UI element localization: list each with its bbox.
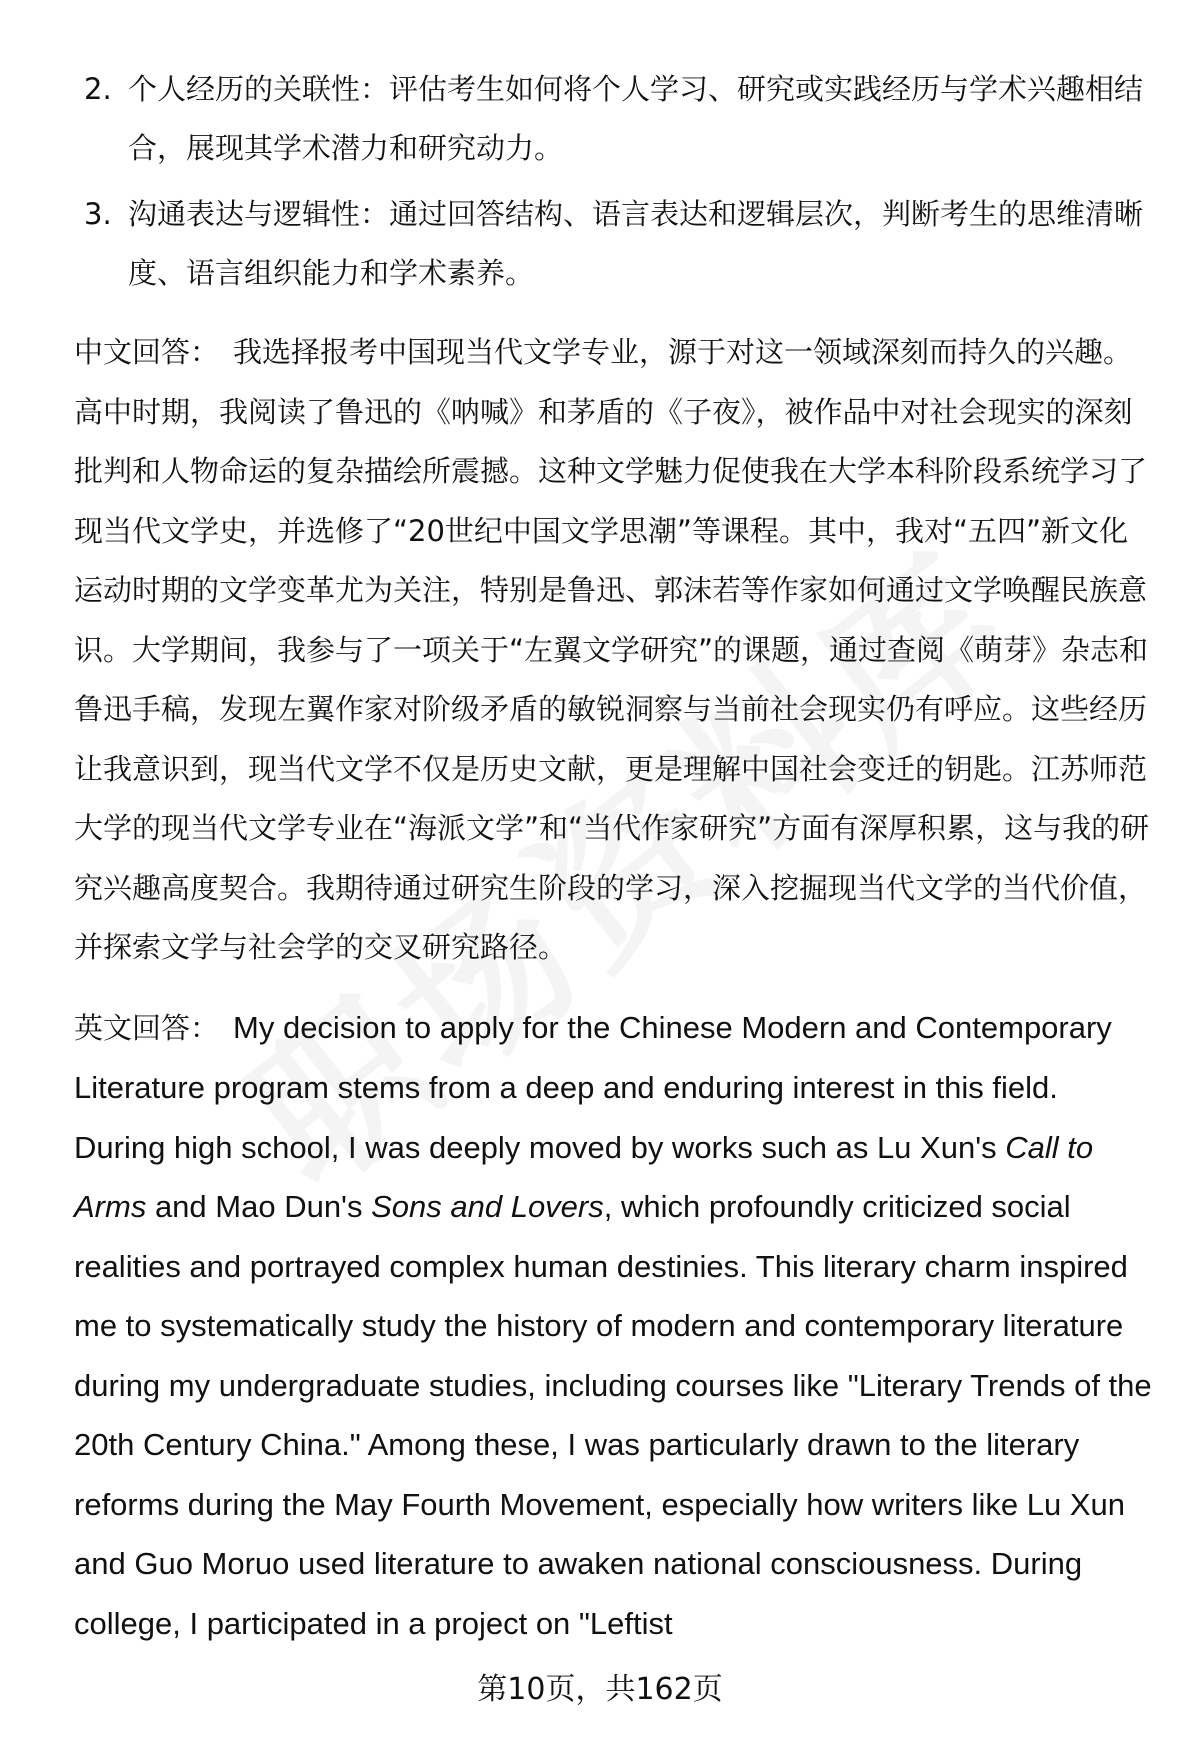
- page-content: [74, 60, 1154, 1673]
- list-item-number: 2.: [84, 72, 112, 106]
- book-title-sons-and-lovers: Sons and Lovers: [371, 1189, 604, 1224]
- book-title-call-to-arms: Call to Arms: [74, 1129, 1094, 1224]
- list-item: [74, 185, 1154, 303]
- chinese-answer-text: 我选择报考中国现当代文学专业，源于对这一领域深刻而持久的兴趣。高中时期，我阅读了鲁迅的《呐喊》和茅盾的《子夜》，被作品中对社会现实的深刻批判和人物命运的复杂描绘所震撼。这种文学魅力促使我在大学本科阶段系统学习了现当代文学史，并选修了“20世纪中国文学思潮”等课程。其中，我对“五四”新文化运动时期的文学变革尤为关注，特别是鲁迅、郭沫若等作家如何通过文学唤醒民族意识。大学期间，我参与了一项关于“左翼文学研究”的课题，通过查阅《萌芽》杂志和鲁迅手稿，发现左翼作家对阶级矛盾的敏锐洞察与当前社会现实仍有呼应。这些经历让我意识到，现当代文学不仅是历史文献，更是理解中国社会变迁的钥匙。江苏师范大学的现当代文学专业在“海派文学”和“当代作家研究”方面有深厚积累，这与我的研究兴趣高度契合。我期待通过研究生阶段的学习，深入挖掘现当代文学的当代价值，并探索文学与社会学的交叉研究路径。: [74, 335, 1150, 964]
- list-item-text: 沟通表达与逻辑性：通过回答结构、语言表达和逻辑层次，判断考生的思维清晰度、语言组织能力和学术素养。: [128, 197, 1144, 290]
- english-answer-label: 英文回答：: [74, 1010, 220, 1045]
- page-footer: 第10页，共162页: [477, 1672, 723, 1707]
- english-answer-text-3: , which profoundly criticized social realities and portrayed complex human destinies. This literary charm inspired me to systematically study the history of modern and contemporary literature during my undergraduate studies, including courses like "Literary Trends of the 20th Century China." Among these, I was particularly drawn to the literary reforms during the May Fourth Movement, especially how writers like Lu Xun and Guo Moruo used literature to awaken national consciousness. During college, I participated in a project on "Leftist: [74, 1189, 1152, 1641]
- english-answer-paragraph: [74, 998, 1154, 1654]
- list-item-number: 3.: [84, 197, 112, 231]
- english-answer-text-2: and Mao Dun's: [146, 1189, 372, 1224]
- chinese-answer-label: 中文回答：: [74, 335, 220, 369]
- list-item: [74, 60, 1154, 178]
- chinese-answer-paragraph: [74, 323, 1154, 978]
- list-item-text: 个人经历的关联性：评估考生如何将个人学习、研究或实践经历与学术兴趣相结合，展现其学术潜力和研究动力。: [128, 72, 1144, 165]
- english-answer-text-1: My decision to apply for the Chinese Modern and Contemporary Literature program stems from a deep and enduring interest in this field. During high school, I was deeply moved by works such as Lu Xun's: [74, 1009, 1112, 1165]
- numbered-list: [74, 60, 1154, 303]
